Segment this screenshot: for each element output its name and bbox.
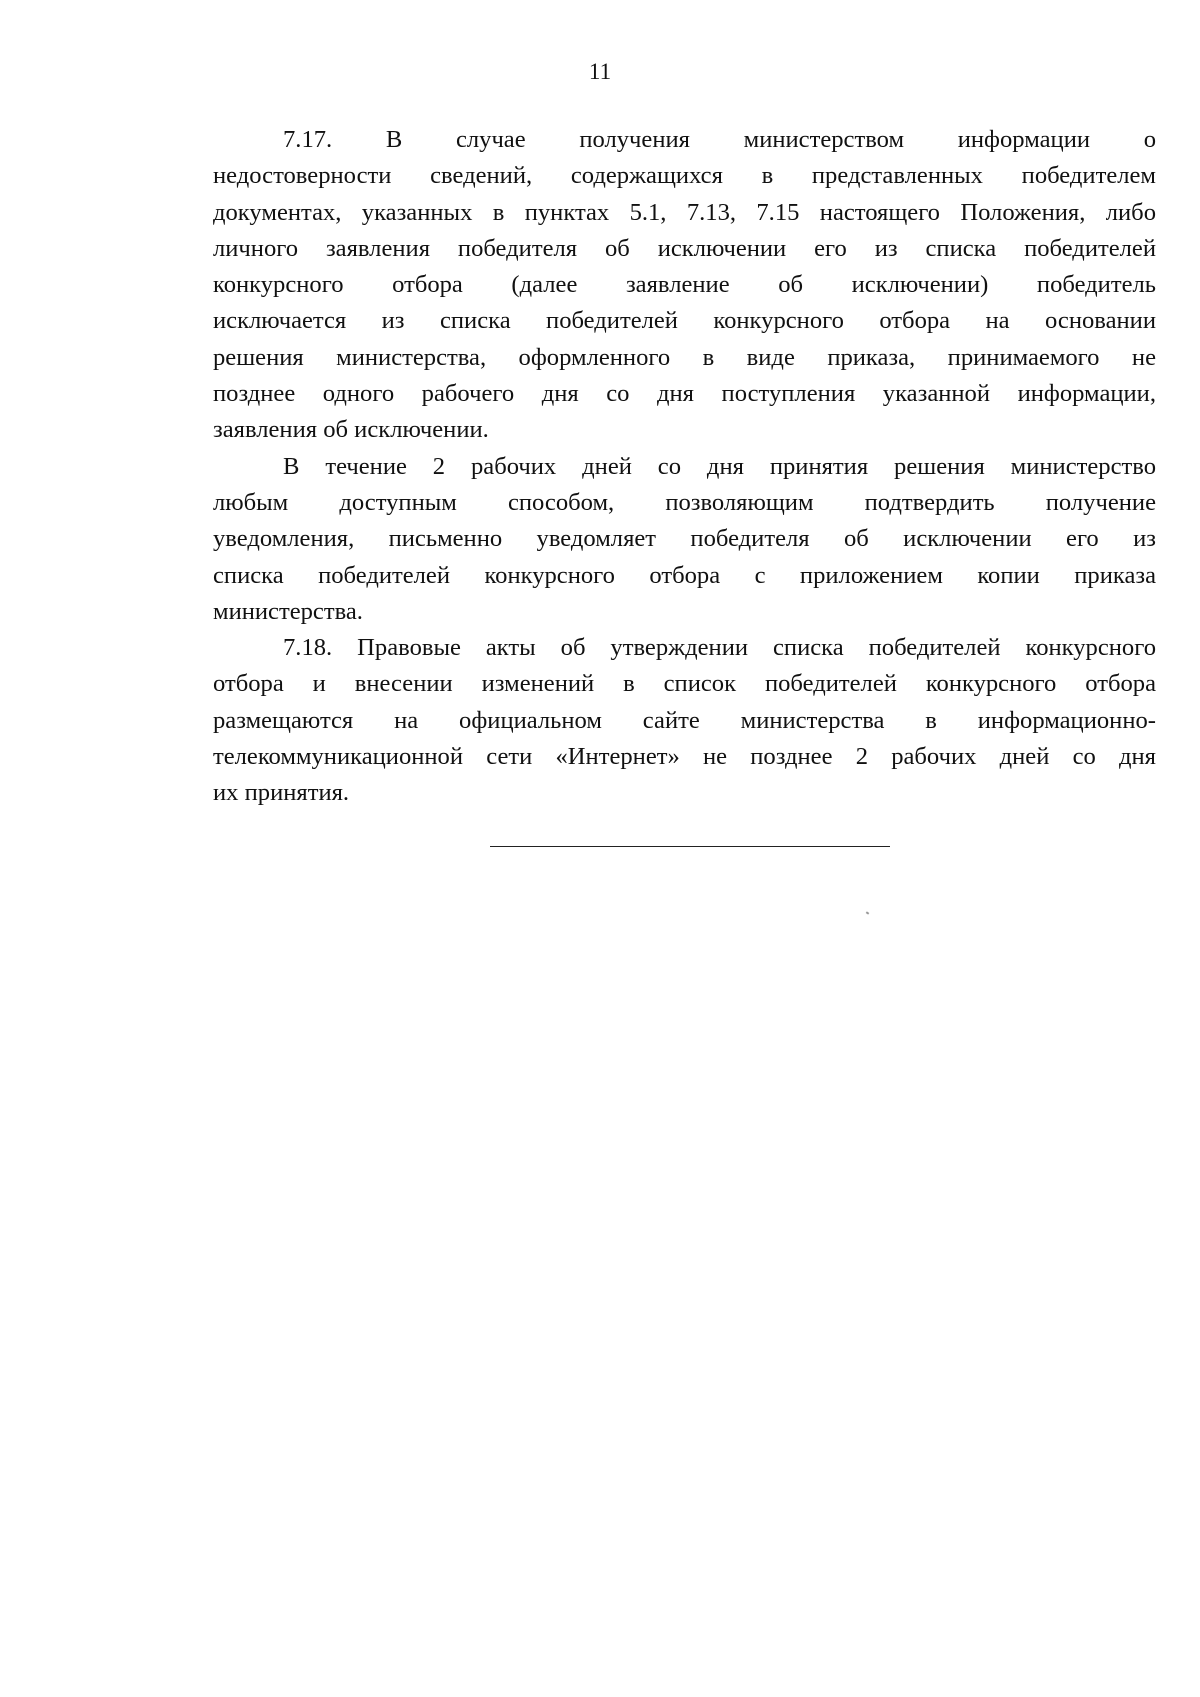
- paragraph-line: недостоверности сведений, содержащихся в представленных победителем: [213, 162, 1156, 190]
- document-body: [213, 122, 1156, 812]
- paragraph-line: документах, указанных в пунктах 5.1, 7.13, 7.15 настоящего Положения, либо: [213, 198, 1156, 226]
- paragraph-line: размещаются на официальном сайте министерства в информационно-: [213, 706, 1156, 734]
- paragraph-line: отбора и внесении изменений в список победителей конкурсного отбора: [213, 670, 1156, 698]
- paragraph-line: позднее одного рабочего дня со дня поступления указанной информации,: [213, 380, 1156, 408]
- paragraph-7-17: [213, 122, 1156, 449]
- paragraph-line: личного заявления победителя об исключении его из списка победителей: [213, 234, 1156, 262]
- paragraph-line: министерства.: [213, 597, 363, 625]
- paragraph-line: конкурсного отбора (далее заявление об исключении) победитель: [213, 271, 1156, 299]
- paragraph-line: заявления об исключении.: [213, 416, 489, 444]
- paragraph-line: 7.17. В случае получения министерством информации о: [283, 126, 1156, 153]
- paragraph-7-18: [213, 630, 1156, 811]
- paragraph-line: В течение 2 рабочих дней со дня принятия решения министерство: [283, 452, 1156, 480]
- paragraph-line: уведомления, письменно уведомляет победителя об исключении его из: [213, 525, 1156, 553]
- paragraph-line: телекоммуникационной сети «Интернет» не позднее 2 рабочих дней со дня: [213, 743, 1156, 771]
- paragraph-line: решения министерства, оформленного в виде приказа, принимаемого не: [213, 343, 1156, 371]
- page-number: 11: [588, 59, 612, 84]
- scan-speck: [866, 911, 870, 914]
- paragraph-line: исключается из списка победителей конкурсного отбора на основании: [213, 307, 1156, 335]
- paragraph-line: 7.18. Правовые акты об утверждении списка победителей конкурсного: [283, 634, 1156, 662]
- paragraph-line: любым доступным способом, позволяющим подтвердить получение: [213, 488, 1156, 516]
- paragraph-line: списка победителей конкурсного отбора с приложением копии приказа: [213, 561, 1156, 589]
- closing-horizontal-rule: [490, 846, 890, 847]
- paragraph-notification: [213, 449, 1156, 630]
- paragraph-line: их принятия.: [213, 779, 350, 807]
